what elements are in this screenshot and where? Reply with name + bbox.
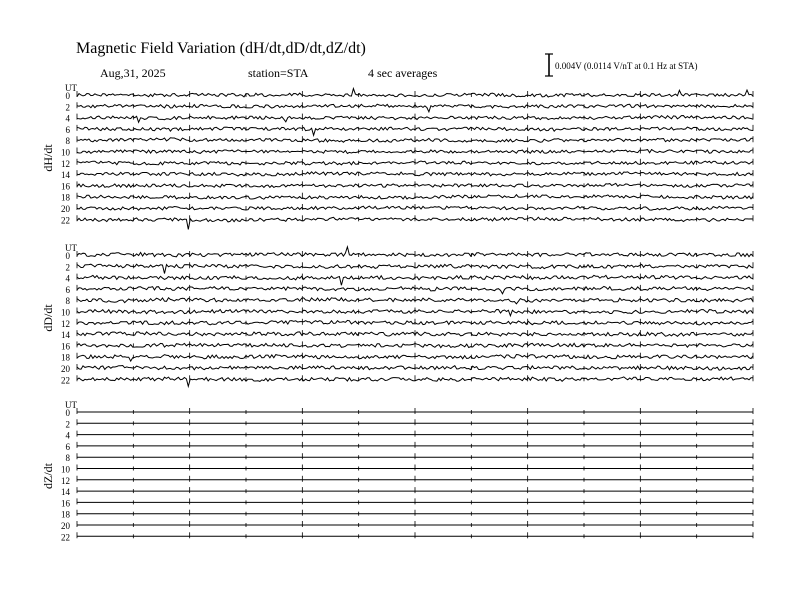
trace-ticks	[77, 431, 753, 437]
hour-label: 18	[61, 352, 70, 363]
hour-label: 4	[65, 273, 70, 284]
hour-label: 0	[65, 91, 70, 101]
trace-ticks	[77, 498, 753, 504]
hour-label: 0	[65, 408, 70, 418]
hour-label: 2	[65, 262, 70, 273]
hour-label: 12	[61, 318, 70, 329]
trace-ticks	[77, 408, 753, 414]
hour-label: 6	[65, 124, 70, 135]
hour-label: 22	[61, 215, 70, 226]
figure-title: Magnetic Field Variation (dH/dt,dD/dt,dZ/dt)	[76, 40, 366, 57]
hour-label: 8	[65, 453, 70, 464]
hour-label: 6	[65, 441, 70, 452]
hour-label: 20	[61, 521, 70, 531]
hour-label: 8	[65, 296, 70, 307]
hour-label: 20	[61, 364, 70, 374]
ut-label: UT	[65, 83, 77, 93]
hour-label: 14	[61, 487, 70, 498]
hour-label: 18	[61, 192, 70, 203]
hour-label: 20	[61, 204, 70, 214]
scale-bar-text: 0.004V (0.0114 V/nT at 0.1 Hz at STA)	[555, 61, 698, 71]
trace-ticks	[77, 510, 753, 516]
trace-ticks	[77, 476, 753, 482]
trace-ticks	[77, 532, 753, 538]
trace-ticks	[77, 453, 753, 459]
hour-label: 16	[61, 341, 70, 352]
panel-dH-dt	[41, 83, 753, 229]
hour-label: 22	[61, 532, 70, 543]
component-label: dZ/dt	[41, 463, 55, 489]
hour-label: 16	[61, 181, 70, 192]
hour-label: 12	[61, 158, 70, 169]
hour-label: 0	[65, 251, 70, 261]
panel-dD-dt	[41, 243, 753, 386]
averaging-label: 4 sec averages	[368, 66, 438, 80]
hour-label: 4	[65, 113, 70, 124]
panel-dZ-dt	[41, 400, 753, 542]
hour-label: 14	[61, 330, 70, 341]
panels-group	[41, 83, 753, 542]
trace-line	[77, 275, 753, 285]
trace-ticks	[77, 487, 753, 493]
hour-label: 12	[61, 475, 70, 486]
ut-label: UT	[65, 243, 77, 253]
hour-label: 10	[61, 307, 70, 318]
scale-bar	[545, 54, 697, 76]
hour-label: 10	[61, 147, 70, 158]
hour-label: 22	[61, 375, 70, 386]
hour-label: 6	[65, 284, 70, 295]
component-label: dD/dt	[41, 304, 55, 332]
component-label: dH/dt	[41, 144, 55, 172]
hour-label: 16	[61, 498, 70, 509]
hour-label: 4	[65, 430, 70, 441]
hour-label: 8	[65, 136, 70, 147]
trace-ticks	[77, 442, 753, 448]
trace-ticks	[77, 285, 753, 291]
hour-label: 2	[65, 102, 70, 113]
hour-label: 10	[61, 464, 70, 475]
hour-label: 18	[61, 509, 70, 520]
hour-label: 2	[65, 419, 70, 430]
trace-ticks	[77, 419, 753, 425]
station-label: station=STA	[248, 66, 309, 80]
trace-ticks	[77, 465, 753, 471]
hour-label: 14	[61, 170, 70, 181]
date-label: Aug,31, 2025	[100, 66, 166, 80]
trace-ticks	[77, 521, 753, 527]
ut-label: UT	[65, 400, 77, 410]
